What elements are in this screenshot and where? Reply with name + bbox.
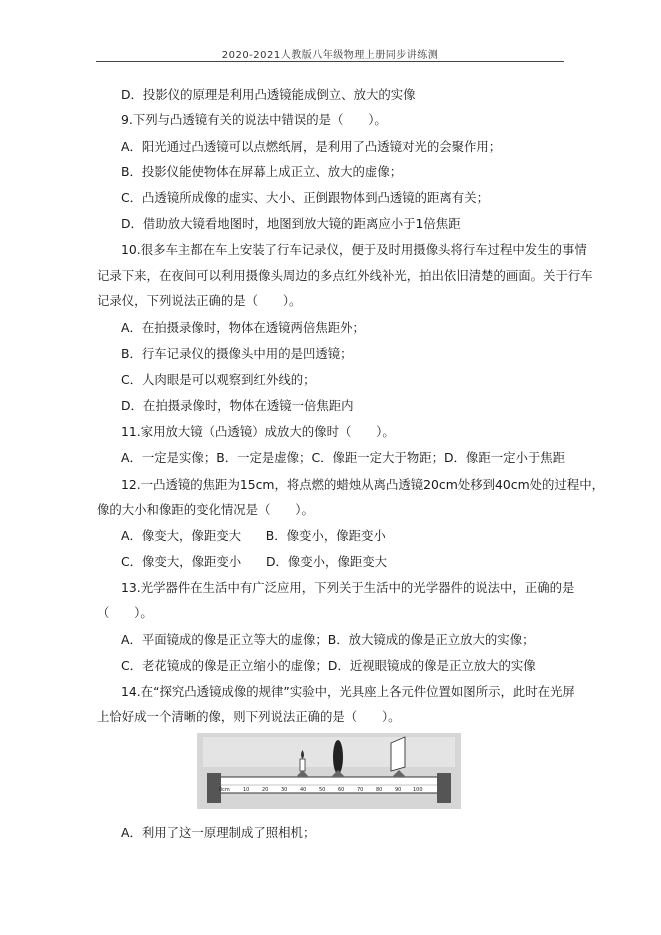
page-header: 2020-2021人教版八年级物理上册同步讲练测 xyxy=(221,50,439,61)
question-12-line2: 像的大小和像距的变化情况是（ ）。 xyxy=(97,502,314,517)
option-8d: D．投影仪的原理是利用凸透镜能成倒立、放大的实像 xyxy=(121,87,416,102)
options-12-ab: A．像变大，像距变大 B．像变小，像距变小 xyxy=(121,528,386,543)
option-10d: D．在拍摄录像时，物体在透镜一倍焦距内 xyxy=(121,398,354,413)
optical-bench-figure xyxy=(197,733,461,809)
option-9c: C．凸透镜所成像的虚实、大小、正倒跟物体到凸透镜的距离有关； xyxy=(121,190,489,205)
option-9b: B．投影仪能使物体在屏幕上成正立、放大的虚像； xyxy=(121,164,403,179)
scale-tick-label: 10 xyxy=(243,787,250,793)
question-14-line2: 上恰好成一个清晰的像，则下列说法正确的是（ ）。 xyxy=(97,709,401,724)
scale-tick-label: 20 xyxy=(262,787,269,793)
question-10-line3: 记录仪，下列说法正确的是（ ）。 xyxy=(97,293,302,308)
question-14-line1: 14.在“探究凸透镜成像的规律”实验中，光具座上各元件位置如图所示，此时在光屏 xyxy=(121,684,575,699)
scale-unit-label: 0cm xyxy=(219,787,230,793)
question-13-line2: （ ）。 xyxy=(97,605,153,620)
scale-tick-label: 30 xyxy=(281,787,288,793)
question-10-line1: 10.很多车主都在车上安装了行车记录仪，便于及时用摄像头将行车过程中发生的事情 xyxy=(121,242,587,257)
question-9: 9.下列与凸透镜有关的说法中错误的是（ ）。 xyxy=(121,112,387,127)
options-13-ab: A．平面镜成的像是正立等大的虚像；B．放大镜成的像是正立放大的实像； xyxy=(121,632,535,647)
scale-tick-label: 60 xyxy=(338,787,345,793)
option-10a: A．在拍摄录像时，物体在透镜两倍焦距外； xyxy=(121,320,365,335)
scale-tick-label: 40 xyxy=(300,787,307,793)
question-10-line2: 记录下来，在夜间可以利用摄像头周边的多点红外线补光，拍出依旧清楚的画面。关于行车 xyxy=(97,268,593,283)
option-9d: D．借助放大镜看地图时，地图到放大镜的距离应小于1倍焦距 xyxy=(121,216,461,231)
options-13-cd: C．老花镜成的像是正立缩小的虚像；D．近视眼镜成的像是正立放大的实像 xyxy=(121,658,536,673)
option-10b: B．行车记录仪的摄像头中用的是凹透镜； xyxy=(121,346,353,361)
options-11: A．一定是实像；B．一定是虚像；C．像距一定大于物距；D．像距一定小于焦距 xyxy=(121,450,566,465)
option-10c: C．人肉眼是可以观察到红外线的； xyxy=(121,372,316,387)
question-11: 11.家用放大镜（凸透镜）成放大的像时（ ）。 xyxy=(121,424,395,439)
scale-tick-label: 100 xyxy=(413,787,423,793)
option-9a: A．阳光通过凸透镜可以点燃纸屑，是利用了凸透镜对光的会聚作用； xyxy=(121,139,502,154)
header-divider xyxy=(96,61,564,62)
scale-tick-label: 80 xyxy=(376,787,383,793)
question-13-line1: 13.光学器件在生活中有广泛应用，下列关于生活中的光学器件的说法中，正确的是 xyxy=(121,580,575,595)
options-12-cd: C．像变大，像距变小 D．像变小，像距变大 xyxy=(121,554,388,569)
scale-tick-label: 50 xyxy=(319,787,326,793)
option-14a: A．利用了这一原理制成了照相机； xyxy=(121,825,316,840)
scale-tick-label: 90 xyxy=(395,787,402,793)
scale-tick-label: 70 xyxy=(357,787,364,793)
question-12-line1: 12.一凸透镜的焦距为15cm，将点燃的蜡烛从离凸透镜20cm处移到40cm处的过程中， xyxy=(121,477,604,492)
